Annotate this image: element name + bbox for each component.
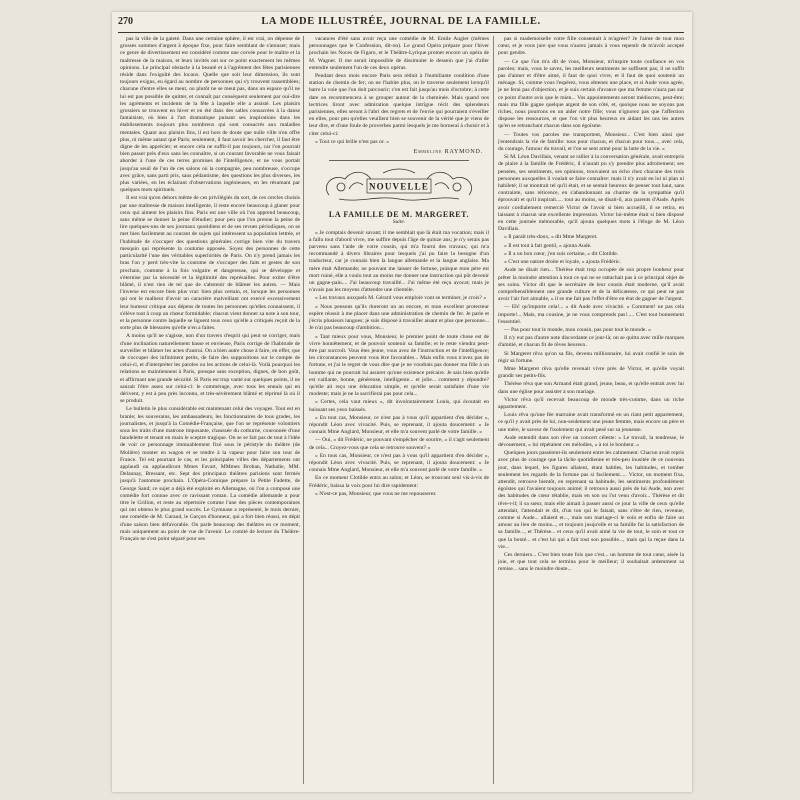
- page-header: [118, 16, 684, 33]
- nouvelle-ornament-banner: [319, 165, 479, 207]
- paragraph: — Oui, » dit Frédéric, ne pouvant s'empêcher de sourire, « il s'agit seulement de cela... Croyez-vous que cela se retrouve souvent? »: [309, 437, 489, 451]
- paragraph: « En tout cas, Monsieur, ce n'est pas à vous qu'il appartient d'en décider », répondit Léon avec vivacité. Puis, se reprenant, il ajouta doucement: « Je connais Mme Anglard, Monsieur, et elle m'a souvent parlé de votre famille. »: [309, 414, 489, 436]
- paragraph: « Certes, cela vaut mieux », dit involontairement Louis, qui écoutait en baissant ses yeux baissés.: [309, 399, 489, 413]
- paragraph: — Pas pour tout le monde, mon cousin, pas pour tout le monde. »: [504, 326, 651, 333]
- paragraph: Si Margeret rêva qu'on sa fils, devenu millionnaire, lui avait confié le soin de régir sa fortune.: [498, 350, 684, 364]
- paragraph: Victor rêva qu'il recevait beaucoup de monde très-comme, dans un riche appartement.: [498, 396, 684, 410]
- paragraph: vacances d'été sans avoir reçu une comédie de M. Emile Augier (mêmes personnages que le Confession, dit-on). Le grand Opéra prépare pour l'hiver prochain les Noces de Figaro, et le Théâtre-Lyrique promet encore un opéra de M. Wagner. Il me serait impossible de dissimuler le dessein que j'ai d'aller entendre seulement l'un de ces deux opéras.: [309, 36, 489, 71]
- article-column-3: [498, 36, 684, 784]
- story-continuation-note: Suite.: [392, 219, 406, 226]
- paragraph: « N'est-ce pas, Monsieur, que vous ne me repousserez: [315, 490, 436, 497]
- column-divider: [303, 36, 304, 784]
- paragraph: « Il paraît très-doux, » dit Mme Margeret.: [504, 234, 598, 241]
- paragraph: — Toutes vos paroles me transportent, Monsieur... C'est bien ainsi que j'entendrais la vie de famille: tous pour chacun, et chacun pour tous..., avec cela, du courage, l'amour du travail, et l'on se sent armé pour la lutte de la vie. »: [498, 131, 684, 153]
- paragraph: « Je comptais devenir savant; il me semblait que là était ma vocation; mais il a fallu tout d'abord vivre, me suffire depuis l'âge de quinze ans; je n'y serais pas parvenu sans l'aide de votre cousin, qui m'a fourni des travaux; qui m'a recommandé à divers libraires pour lesquels j'ai pu faire la besogne d'un traducteur, car je connais bien la langue allemande et la langue anglaise. Ma mère était Allemande; ne pouvant me laisser de fortune, puisque mon père est mort ruiné, elle a voulu tout au moins me donner une instruction qui pût devenir un gagne-pain.... J'ai beaucoup travaillé... J'ai même été reçu avocat; mais je n'avais pas les moyens d'attendre une clientèle.: [309, 229, 489, 294]
- section-separator: [329, 160, 469, 161]
- article-column-1: [120, 36, 300, 784]
- paragraph: Ces derniers... C'est bien toute fois que c'est... un homme de tout cœur, aisée la joie, et que tout cela se termina pour le meilleur; il souhaitait ardemment sa remise... sans le moindre doute...: [498, 552, 684, 573]
- paragraph: Il n'y eut pas d'autre note discordante ce jour-là; on se quitta avec mille marques d'amitié, et chacun fit de rêves heureux.: [498, 335, 684, 349]
- paragraph: « Tout ce qui brille n'est pas or. »: [315, 138, 389, 145]
- paragraph: Quelques jours passèrent-ils seulement entre les calmement. Chacun avait repris avec plus de courage que la tâche quotidienne et très-peu inusitée de ce nouveau jour, dans lequel, les figures allaient, étant habiles, les habitudes, et tomber seulement les regards de la fortune pas si facilement..... Victor, un moment fixa, attendit, retrouve bientôt, en reprenant sa habitude, les sentiments profondément égoïstes qui l'avaient toujours animé; il retrouva aussi près de lui Aude, non avec des habitudes de cœur rétablie, mais en son ou l'ut venu d'avoir... Thérèse et dit rêve-t-il; il sa sœur, mais elle aimait à passer aussi ce jour la ville de ceux qu'elle attendait, l'attendait et dit, d'un ton qui le faisait, sans s'être de rien, revenue, comme si Aude... allaient et..., mais son mariage-ci le soin et enfin de faire un amour au lieu de moins..., et toujours jusqu'elle et sa famille fut la satisfaction de sa famille..., et Thérèse... et ceux qu'il avait aimé la vie de tout, le soin et tout ce que la bonté... et c'est lui qui a fait tout son possible..., mais qui la reçue dans la vie...: [498, 450, 684, 550]
- paragraph: Mme Margeret rêva qu'elle revenait vivre près de Victor, et qu'elle voyait grandir ses petits-fils.: [498, 365, 684, 380]
- paragraph: Thérèse rêva que son Armand était grand, jeune, beau, et qu'elle entrait avec lui dans une église pour assister à son mariage.: [498, 381, 684, 395]
- paragraph: Si M. Léon Davillais, venant se rallier à la conversation générale, avait entrepris de plaire à la famille de Frédéric, il n'aurait pu s'y prendre plus adroitement; ses pensées, ses sentiments, ses opinions, trouvaient un écho chez chacune des trois personnes auxquelles il voulait se faire connaître: mais il n'y avait en lui ni plan ni habileté; il se montrait tel qu'il était, et se sentait heureux de penser tout haut, sans contrainte, sans réticence, en s'abandonnant au charme de la sympathie qu'il éprouvait et qu'il inspirait..... tout au moins, se disait-il, aux parents d'Aude. Après avoir cordialement remercié Victor de l'avoir si bien accueilli, il se retira, en laissant à chacun une excellente impression. Victor lui-même était si bien disposé en cette journée mémorable, qu'il ajouta quelques mots à l'éloge de M. Léon Davillais.: [498, 154, 684, 233]
- column-divider: [493, 36, 494, 784]
- paragraph: « En tous cas, Monsieur, ce n'est pas à vous qu'il appartient d'en décider », répondit Léon avec vivacité. Puis, se reprenant, il ajouta doucement: « Je connais Mme Anglard, Monsieur, et elle m'a souvent parlé de votre famille. »: [309, 452, 489, 474]
- paragraph: pas la ville de la gaieté. Dans une certaine sphère, il est vrai, on dépense de grosses sommes d'argent à époque fixe, pour faire semblant de s'amuser; mais ce genre de divertissement est considéré comme une corvée pour le maître et la maîtresse de la maison, et leurs invités ont sur ce point exactement les mêmes opinions. Le principal obstacle à la beauté et à l'agrément des fêtes parisiennes réside dans l'exiguïté des locaux. Quelle que soit leur dimension, ils sont toujours exigus, eu égard au nombre de personnes qui s'y trouvent rassemblées; chacune d'entre elles se meut, ou plutôt ne se meut pas, dans un espace qu'il ne lui est pas possible de quitter, et connaît par conséquent seulement par ouï-dire les agréments et incidents de la fête à laquelle elle a assisté. Les plaisirs grossiers se trouvent en hiver et en été dans des salles consacrées à la danse fantaisiste, où bien à l'art dramatique puisant ses inspirations dans les établissements toujours plus nombreux qui sont consacrés aux maladies mentales. Quant aux plaisirs fins, il est hors de doute que nulle ville n'en offre plus, ni même autant que Paris; seulement, il faut savoir les chercher, il faut être digne de les apprécier; et encore cela ne suffit-il pas toujours, car l'on pourrait bien passer près d'eux sans les connaître, si un courant favorable ne vous faisait aborder à l'une de ces terres promises de l'intelligence, et ne vous portait jusqu'au seuil de l'un de ces salons où la compagnie, peu nombreuse, s'occupe avec grâce, sans parti pris, sans pédantisme, des questions les plus diverses, les plus variées, en les éclairant d'observations ingénieuses, en les résumant par quelques mots spirituels.: [120, 36, 300, 194]
- journal-title: LA MODE ILLUSTRÉE, JOURNAL DE LA FAMILLE.: [261, 16, 541, 27]
- nouvelle-banner-text: NOUVELLE: [368, 181, 430, 192]
- paragraph: — Ce que l'on m'a dit de vous, Monsieur, m'inspire toute confiance en vos paroles; mais, vous le savez, les meilleurs sentiments ne suffisent pas; il ne suffit pas d'aimer et d'être aimé, il faut de quoi vivre, et il faut de quoi soutenir un ménage. Si, comme vous l'espérez, vous obtenez une place, et si Aude vous agrée, je ne ferai pas d'objection, et je suis certain d'avance que ma femme n'aura pas sur ce point d'autre avis que le mien... Vos appointements seront médiocres, peut-être; mais ma fille gagne quelque argent de son côté, et, quoique nous ne soyons pas riches, nous pourrons en un aider notre fille; vous n'ignorez pas que l'affection dispose les ressources, et que l'on vit plus heureux en aidant les uns les autres qu'en se retranchant chacun dans son égoïsme.: [498, 58, 684, 130]
- paragraph: Le bulletin le plus considérable est maintenant celui des voyages. Tout est en branle; les souverains, les ambassadeurs, les fonctionnaires de tous grades, les journalistes, et jusqu'à la Comédie-Française, que l'on se représente volontiers sous les traits d'une matrone imposante, chaussée du cothurne, couronnée d'une bandelette et tenant en main le sceptre tragique. On se se fait pas de tout à l'idée de voir ce personnage immuablement fixé sous le péristyle du théâtre (de Molière) monter en wagon et se rendre à la vapeur pour faire son tour de France. Tel est pourtant le cas, et les principales villes des départements ont applaudi ou applaudiront Mmes Favart, MMmes Broban, Nathalie, MM. Delaunay, Bressant, etc. Sept des principaux théâtres parisiens sont fermés jusqu'à l'automne prochain. L'Opéra-Comique prépare la Petite Fadette, de George Sand; ce sujet a déjà été exploité en Allemagne, où l'on a composé une comédie fort connue avec ce ravissant roman. La comédie allemande a pour titre le Grillon, et reste au répertoire comme l'une des pièces contemporaines qui ont obtenu le plus grand succès. Le Gymnase a représenté, le mois dernier, une comédie de M. Garaud, le Garçon d'honneur, qui a fort bien réussi, en dépit d'une saison bien défavorable. On parle beaucoup des théâtres en ce moment, mais uniquement au point de vue de l'avenir. Le comité de lecture du Théâtre-Français ne s'est point séparé pour ses: [120, 406, 300, 543]
- paragraph: En ce moment Clotilde entra au salon; et Léon, se trouvant seul vis-à-vis de Frédéric, baissa la voix pour lui dire rapidement:: [309, 475, 489, 489]
- article-column-2: [309, 36, 489, 784]
- paragraph: « Il est tout à fait gentil, » ajouta Aude.: [504, 242, 592, 249]
- paragraph: Aude entendit dans son rêve un concert céleste: « Le travail, la tendresse, le dévouement, » lui répétaient ces mélodies, « à toi le bonheur. »: [498, 434, 684, 448]
- author-signature: Emmeline RAYMOND.: [413, 149, 483, 156]
- paragraph: — Eh! qu'importe cela!... » dit Aude avec vivacité. « Comment! ne pas cela importe!... Mais, ma cousine, je ne vous comprends pas!..... C'est tout bonnement l'essentiel.: [498, 304, 684, 325]
- paragraph: A moins qu'il ne s'agisse, non d'un travers d'esprit qui peut se corriger, mais d'une inclination naturellement basse et envieuse, Paris corrige de l'habitude de surveiller et blâmer les actes d'autrui. On a bien autre chose à faire, en effet, que de s'occuper des infiniment petits, de faire des suppositions sur le compte de celui-ci, et d'interpréter les paroles ou les actions de celui-là. Voilà pourquoi les relations se maintiennent à Paris, presque sans exception, dignes, de bon goût, et affirmant une grande sécurité. Si Paris est trop vanté sur quelques points, il ne saurait l'être assez sur celui-ci: le commérage, avec tous les ennuis qui en dérivent, y est à peu près inconnu, et très-sévèrement blâmé et réprimé là où il se produit.: [120, 333, 300, 405]
- paragraph: « Les travaux auxquels M. Gérard vous emploie vont se terminer, je crois? »: [315, 295, 487, 302]
- paragraph: « C'est une nature droite et loyale, » ajouta Frédéric.: [504, 259, 622, 266]
- paragraph: « Tant mieux pour vous, Monsieur, le premier point de toute chose est de vivre honnêtement, et de pouvoir soutenir sa famille; et le reste viendra peut-être par surcroît. Vous êtes jeune, vous avez de l'instruction et de l'intelligence; les circonstances peuvent vous être favorables... Mais enfin vous n'avez pas de fortune, et j'ai le regret de vous dire que je ne voudrais pas donner ma fille à un homme qui ne pourrait lui assurer qu'une existence précaire. Je sais bien qu'elle est vaillante, bonne, généreuse, intelligente... et jolie... comment y répondre? qu'elle ait reçu une éducation simple, et qu'elle serait satisfaite d'une vie modeste; mais je ne la sacrifierai pas pour cela...: [309, 333, 489, 398]
- paragraph: Pendant deux mois encore Paris sera réduit à l'humiliante condition d'une station de chemin de fer; on ne l'habite plus, on le traverse seulement lorsqu'il barre la voie que l'on doit parcourir; c'en est fait jusqu'au mois d'octobre; à cette date on recommencera à se grouper autour de la cheminée. Mais quand nos lectrices liront avec admiration quelque intrigue récit des splendeurs parisiennes, elles seront à l'abri des regrets et de l'envie qui pourraient s'éveiller en elles, pour peu qu'elles veuillent bien se souvenir de la vérité que je viens de leur dire, et d'une foule de proverbes parmi lesquels je me bornerai à choisir et à citer celui-ci:: [309, 73, 489, 137]
- paragraph: Il est vrai qu'en dehors même de ces privilégiés du sort, de ces cercles choisis par une maîtresse de maison intelligente, il reste encore beaucoup à glaner pour ceux qui aiment les plaisirs fins. Paris est une ville où l'on apprend beaucoup, sans même se donner la peine d'étudier; pour peu que l'on prenne la peine de lire quelques-uns de ses journaux quotidiens et de ses revues périodiques, on se met bien facilement au courant de sujets qui intéressent sa population lettrée, et l'habitude de s'occuper des questions générales corrige bien vite du travers mesquin qui représente la coutume opposée. Soyez des personnes de cette particularité l'une des véritables superiorités de Paris. On n'y prend jamais les bras l'on y perd très-vite la coutume de s'occuper des faits et gestes de son prochain, coutume à la fois vulgaire et dangereuse, qui se développe et s'éternise par la nécessité et la légitimité des représailles. Pour exiter d'être blâmé, il n'est rien de tel que de s'abstenir de blâmer les autres. — Mais l'inverse est encore bien plus vrai: bien plus certain, et, lorsque les personnes qui ont le malheur d'avoir un caractère malveillant ont exercé excessivement leur humeur critique aux dépens de toutes les personnes qu'elles connaissent, il s'élève tout à coup un chœur formidable; chacun vient donner sa note à son tour, et la personne contre laquelle se liguent tous ceux qu'elle a critiqués reçoit de la sorte plus de blessures qu'elle n'en a faites.: [120, 195, 300, 332]
- paragraph: Aude ne disait rien... Thérèse était trop occupée de son propre bonheur pour prêter la moindre attention à tout ce qui ne se rattachait pas à ce principal objet de ses soins. Victor dit que le secrétaire de leur cousin était moderne, qu'il avait compréhensiblement une grande culture et de la délicatesse, ce qui peut ne pas avoir l'air fort aimable, « il se me fait pas l'effet d'être en état de gagner de l'argent.: [498, 267, 684, 303]
- paragraph: Louis rêva qu'une fée marraine avait transformé en un riant petit appartement, ce qu'il y avait près de lui, non-seulement une jeune femme, mais encore un père et une mère, le saveur de l'isolement qui avait pesé sur sa jeunesse.: [498, 412, 684, 433]
- paragraph: pas si mademoiselle votre fille consentait à m'agréer? Je l'aime de tout mon cœur, et je vous jure que vous n'aurez jamais à vous repentir de m'avoir accepté pour gendre.: [498, 36, 684, 57]
- paragraph: « Nous pensons qu'ils dureront un an encore, et mon excellent protecteur espère réussir à me placer dans une administration de chemin de fer. Je parle et j'écris plusieurs langues; je suis disposé à travailler aisant et plus que personne... Je n'ai pas beaucoup d'ambition...: [309, 303, 489, 332]
- story-title: LA FAMILLE DE M. MARGERET.: [328, 210, 470, 220]
- paragraph: « Il a un bon cœur, j'en suis certaine, » dit Clotilde.: [504, 250, 619, 257]
- page-number: 270: [118, 16, 133, 27]
- journal-page: [112, 12, 692, 792]
